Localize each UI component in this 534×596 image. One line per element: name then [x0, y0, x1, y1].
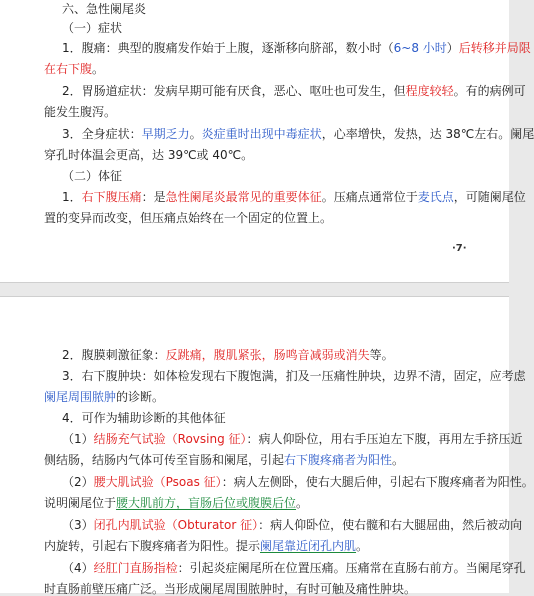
document-page-1: [0, 0, 534, 283]
paragraph-abdominal-pain-cont: 在右下腹。: [44, 62, 105, 76]
paragraph-systemic-symptoms-cont: 穿孔时体温会更高，达 39℃或 40℃。: [44, 148, 254, 162]
paragraph-rovsing-cont: 侧结肠，结肠内气体可传至盲肠和阑尾，引起右下腹疼痛者为阳性。: [44, 453, 405, 467]
paragraph-gi-symptoms: 2．胃肠道症状：发病早期可能有厌食，恶心、呕吐也可发生，但程度较轻。有的病例可: [62, 84, 526, 98]
paragraph-peritoneal-signs: 2．腹膜刺激征象：反跳痛，腹肌紧张，肠鸣音减弱或消失等。: [62, 348, 394, 362]
paragraph-systemic-symptoms: 3．全身症状：早期乏力。炎症重时出现中毒症状，心率增快，发热，达 38℃左右。阑尾: [62, 127, 534, 141]
paragraph-mass: 3．右下腹肿块：如体检发现右下腹饱满，扪及一压痛性肿块，边界不清，固定，应考虑: [62, 369, 526, 383]
section-heading: 六、急性阑尾炎: [62, 2, 147, 16]
document-page-2: [0, 296, 534, 596]
paragraph-tenderness-cont: 置的变异而改变，但压痛点始终在一个固定的位置上。: [44, 211, 333, 225]
paragraph-mass-cont: 阑尾周围脓肿的诊断。: [44, 390, 165, 404]
paragraph-abdominal-pain: 1．腹痛：典型的腹痛发作始于上腹，逐渐移向脐部，数小时（6~8 小时）后转移并局限: [62, 41, 531, 55]
paragraph-obturator: （3）闭孔内肌试验（Obturator 征）：病人仰卧位，使右髋和右大腿屈曲，然后被动向: [62, 518, 523, 532]
subheading-symptoms: （一）症状: [62, 21, 123, 35]
paragraph-psoas: （2）腰大肌试验（Psoas 征）：病人左侧卧，使右大腿后伸，引起右下腹疼痛者为阳性。: [62, 475, 534, 489]
paragraph-psoas-cont: 说明阑尾位于腰大肌前方，盲肠后位或腹膜后位。: [44, 496, 309, 510]
paragraph-rovsing: （1）结肠充气试验（Rovsing 征）：病人仰卧位，用右手压迫左下腹，再用左手挤压近: [62, 432, 523, 446]
paragraph-rectal-exam-cont: 时直肠前壁压痛广泛。当形成阑尾周围脓肿时，有时可触及痛性肿块。: [44, 582, 417, 596]
page-number: ·7·: [452, 243, 467, 254]
paragraph-tenderness: 1．右下腹压痛：是急性阑尾炎最常见的重要体征。压痛点通常位于麦氏点，可随阑尾位: [62, 190, 526, 204]
paragraph-rectal-exam: （4）经肛门直肠指检：引起炎症阑尾所在位置压痛。压痛常在直肠右前方。当阑尾穿孔: [62, 561, 526, 575]
paragraph-obturator-cont: 内旋转，引起右下腹疼痛者为阳性。提示阑尾靠近闭孔内肌。: [44, 539, 369, 553]
subheading-signs: （二）体征: [62, 169, 123, 183]
paragraph-auxiliary-signs: 4．可作为辅助诊断的其他体征: [62, 411, 226, 425]
paragraph-gi-symptoms-cont: 能发生腹泻。: [44, 105, 117, 119]
